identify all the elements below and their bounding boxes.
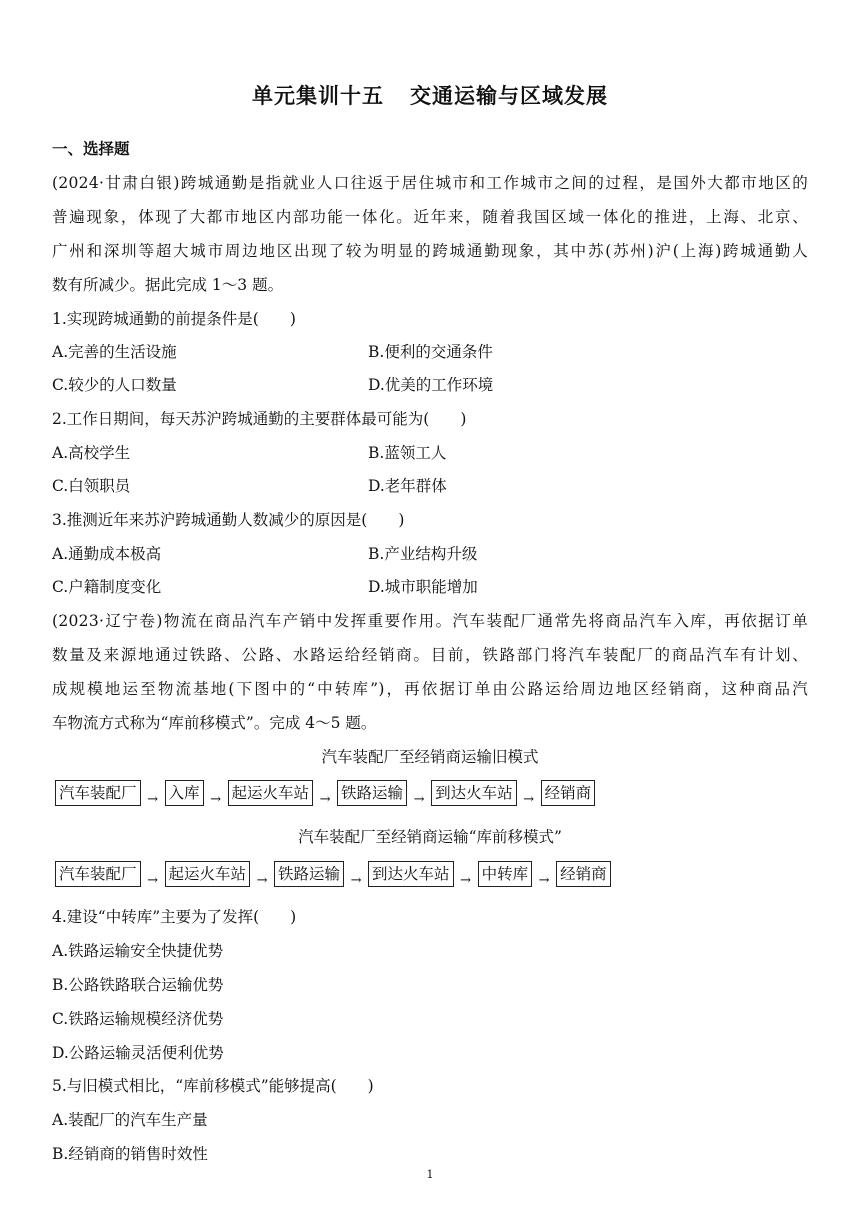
passage1-line: 数有所减少。据此完成 1～3 题。 [52,276,284,294]
passage2-line: 成规模地运至物流基地(下图中的“中转库”)，再依据订单由公路运给周边地区经销商，这种商品汽 [52,680,808,698]
q3-option-d: D.城市职能增加 [368,578,478,596]
page-number: 1 [426,1168,434,1181]
q3-option-a: A.通勤成本极高 [52,545,162,563]
arrow-right-icon: → [350,872,362,888]
q5-option-a: A.装配厂的汽车生产量 [52,1111,208,1129]
q2-option-a: A.高校学生 [52,444,131,462]
flowchart-old-mode [55,780,595,806]
arrow-right-icon: → [210,791,221,807]
question-3-stem: 3.推测近年来苏沪跨城通勤人数减少的原因是( ) [52,511,405,529]
arrow-right-icon: → [413,791,425,807]
flow-step: 汽车装配厂 [55,780,141,806]
q2-option-d: D.老年群体 [368,477,447,495]
flow-step: 到达火车站 [368,861,454,887]
q5-option-b: B.经销商的销售时效性 [52,1145,208,1163]
title-part-1: 单元集训十五 [252,84,384,108]
flow-step: 铁路运输 [274,861,344,887]
flow-step: 经销商 [556,861,611,887]
q4-option-b: B.公路铁路联合运输优势 [52,976,224,994]
flowchart-forward-warehouse-mode [55,861,611,887]
flow-step: 起运火车站 [165,861,251,887]
flow-step: 起运火车站 [228,780,314,806]
arrow-right-icon: → [319,791,331,807]
flow-step: 铁路运输 [337,780,407,806]
q1-option-a: A.完善的生活设施 [52,343,177,361]
flow-step: 到达火车站 [431,780,517,806]
flowchart-1-title: 汽车装配厂至经销商运输旧模式 [321,748,539,766]
q2-option-b: B.蓝领工人 [368,444,447,462]
passage1-line: 普遍现象，体现了大都市地区内部功能一体化。近年来，随着我国区域一体化的推进，上海、北京、 [52,208,808,226]
flow-step: 中转库 [478,861,533,887]
q4-option-a: A.铁路运输安全快捷优势 [52,942,224,960]
arrow-right-icon: → [147,791,158,807]
question-4-stem: 4.建设“中转库”主要为了发挥( ) [52,908,297,926]
section-heading: 一、选择题 [52,140,130,158]
q1-option-b: B.便利的交通条件 [368,343,493,361]
question-1-stem: 1.实现跨城通勤的前提条件是( ) [52,310,296,328]
q1-option-c: C.较少的人口数量 [52,376,177,394]
arrow-right-icon: → [538,872,550,888]
flowchart-2-title: 汽车装配厂至经销商运输“库前移模式” [298,828,562,846]
question-5-stem: 5.与旧模式相比，“库前移模式”能够提高( ) [52,1077,374,1095]
arrow-right-icon: → [460,872,472,888]
q2-option-c: C.白领职员 [52,477,131,495]
q3-option-c: C.户籍制度变化 [52,578,162,596]
passage2-line: 数量及来源地通过铁路、公路、水路运给经销商。目前，铁路部门将汽车装配厂的商品汽车有计划、 [52,646,808,664]
flow-step: 经销商 [541,780,596,806]
q3-option-b: B.产业结构升级 [368,545,478,563]
arrow-right-icon: → [256,872,268,888]
q1-option-d: D.优美的工作环境 [368,376,494,394]
page-title [0,80,860,110]
q4-option-c: C.铁路运输规模经济优势 [52,1010,224,1028]
arrow-right-icon: → [147,872,158,888]
q4-option-d: D.公路运输灵活便利优势 [52,1044,224,1062]
flow-step: 汽车装配厂 [55,861,141,887]
title-part-2: 交通运输与区域发展 [410,84,608,108]
arrow-right-icon: → [523,791,535,807]
passage1-line: (2024·甘肃白银)跨城通勤是指就业人口往返于居住城市和工作城市之间的过程，是国外大都市地区的 [52,174,808,192]
passage1-line: 广州和深圳等超大城市周边地区出现了较为明显的跨城通勤现象，其中苏(苏州)沪(上海)跨城通勤人 [52,242,808,260]
passage2-line: 车物流方式称为“库前移模式”。完成 4～5 题。 [52,714,377,732]
flow-step: 入库 [165,780,204,806]
passage2-line: (2023·辽宁卷)物流在商品汽车产销中发挥重要作用。汽车装配厂通常先将商品汽车入库，再依据订单 [52,612,808,630]
question-2-stem: 2.工作日期间，每天苏沪跨城通勤的主要群体最可能为( ) [52,410,467,428]
